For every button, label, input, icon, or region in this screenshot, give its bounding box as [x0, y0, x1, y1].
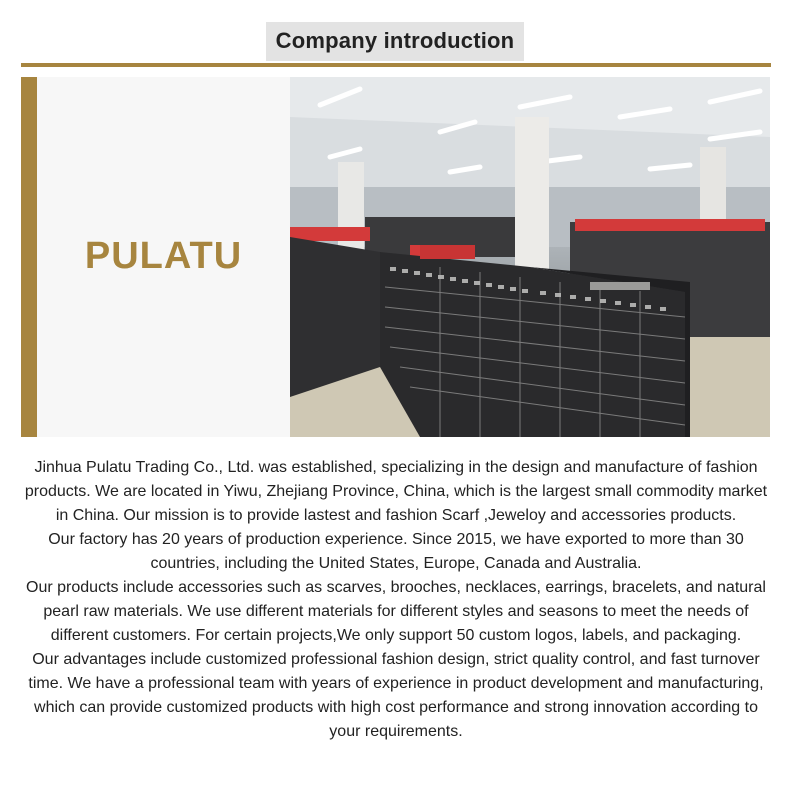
accent-bar — [21, 77, 37, 437]
intro-paragraph: Our factory has 20 years of production experience. Since 2015, we have exported to more than 30 countries, including the United States, Europe, Canada and Australia. — [48, 531, 744, 572]
intro-paragraph: Our advantages include customized professional fashion design, strict quality control, and fast turnover time. We have a professional team with years of experience in product development and manufacturing, which can provide customized products with high cost performance and strong innovation according to your requirements. — [28, 651, 764, 740]
warehouse-illustration — [290, 77, 770, 437]
hero-banner — [21, 77, 770, 437]
intro-paragraph: Our products include accessories such as scarves, brooches, necklaces, earrings, bracelets, and natural pearl raw materials. We use different materials for different styles and seasons to meet the needs of different customers. For certain projects,We only support 50 custom logos, labels, and packaging. — [26, 579, 766, 644]
section-title: Company introduction — [266, 22, 525, 61]
intro-text — [22, 456, 770, 744]
factory-photo — [290, 77, 770, 437]
section-title-wrap — [0, 22, 805, 61]
brand-name: PULATU — [84, 235, 243, 277]
intro-paragraph: Jinhua Pulatu Trading Co., Ltd. was established, specializing in the design and manufacture of fashion products. We are located in Yiwu, Zhejiang Province, China, which is the largest small commodity market in China. Our mission is to provide lastest and fashion Scarf ,Jeweloy and accessories products. — [24, 459, 768, 524]
title-divider — [21, 63, 771, 67]
